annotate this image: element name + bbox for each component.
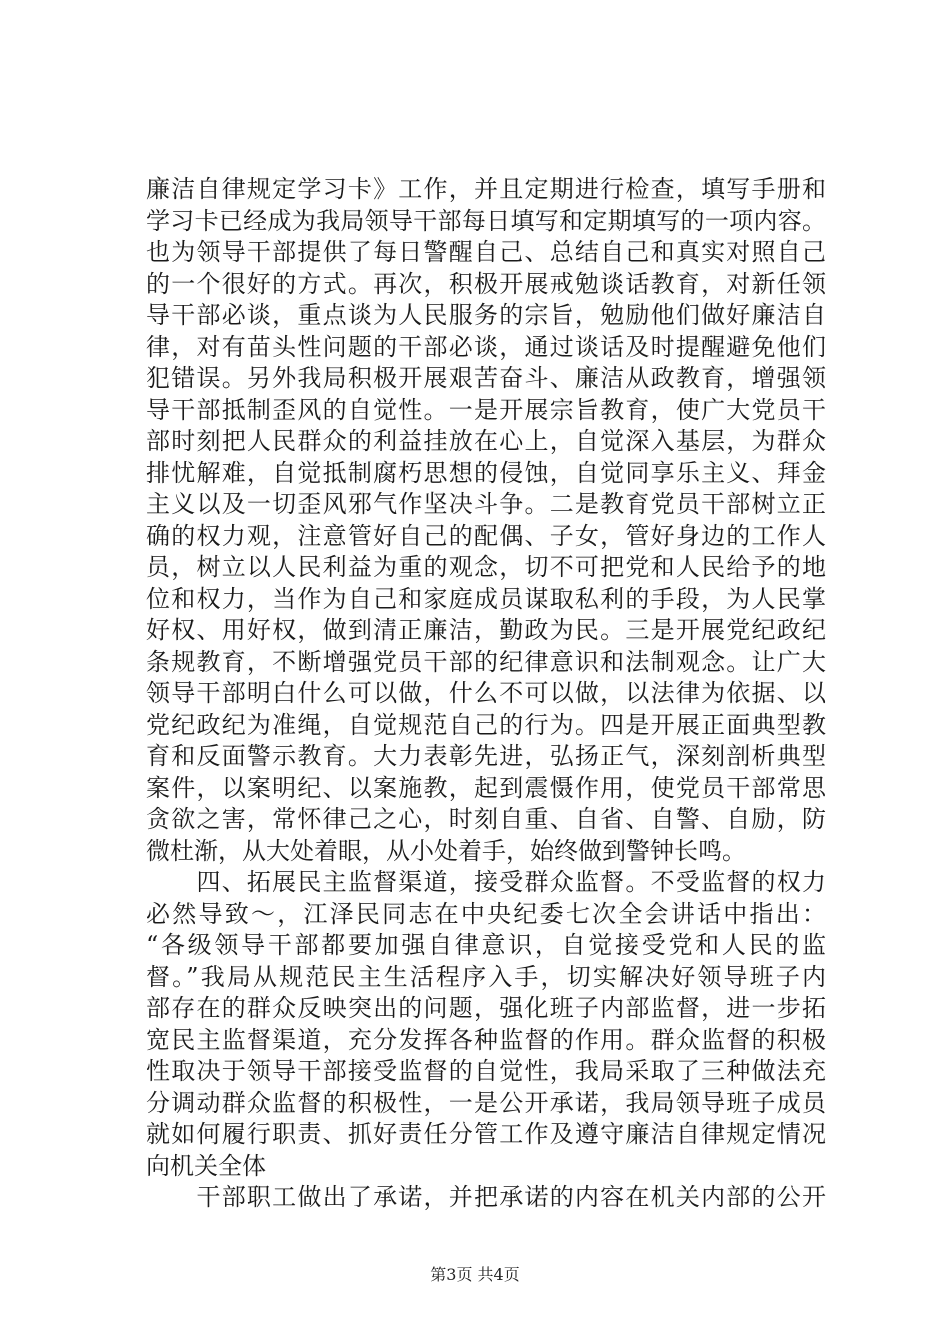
text-line: 贪欲之害，常怀律己之心，时刻自重、自省、自警、自励，防	[146, 805, 826, 833]
text-line: 就如何履行职责、抓好责任分管工作及遵守廉洁自律规定情况	[146, 1120, 826, 1148]
text-line: 导干部必谈，重点谈为人民服务的宗旨，勉励他们做好廉洁自	[146, 301, 826, 329]
text-line: 好权、用好权，做到清正廉洁，勤政为民。三是开展党纪政纪	[146, 616, 826, 644]
text-line: 主义以及一切歪风邪气作坚决斗争。二是教育党员干部树立正	[146, 490, 826, 518]
text-line: 性取决于领导干部接受监督的自觉性，我局采取了三种做法充	[146, 1057, 826, 1085]
text-line: 排忧解难，自觉抵制腐朽思想的侵蚀，自觉同享乐主义、拜金	[146, 458, 826, 487]
text-line: 四、拓展民主监督渠道，接受群众监督。不受监督的权力	[146, 868, 826, 896]
text-line: 学习卡已经成为我局领导干部每日填写和定期填写的一项内容。	[146, 206, 826, 235]
text-line: 律，对有苗头性问题的干部必谈，通过谈话及时提醒避免他们	[146, 332, 826, 361]
text-line: 督。”我局从规范民主生活程序入手，切实解决好领导班子内	[146, 962, 826, 991]
text-line: 也为领导干部提供了每日警醒自己、总结自己和真实对照自己	[146, 238, 826, 266]
text-line: 必然导致～，江泽民同志在中央纪委七次全会讲话中指出：	[146, 899, 826, 928]
text-line: 党纪政纪为准绳，自觉规范自己的行为。四是开展正面典型教	[146, 710, 826, 739]
text-line: 的一个很好的方式。再次，积极开展戒勉谈话教育，对新任领	[146, 269, 826, 298]
text-line: 位和权力，当作为自己和家庭成员谋取私利的手段，为人民掌	[146, 584, 826, 613]
page-number-footer: 第3页 共4页	[430, 1265, 520, 1284]
text-line: 廉洁自律规定学习卡》工作，并且定期进行检查，填写手册和	[146, 175, 826, 203]
paragraph-end-line: 微杜渐，从大处着眼，从小处着手，始终做到警钟长鸣。	[146, 836, 746, 865]
text-line: 育和反面警示教育。大力表彰先进，弘扬正气，深刻剖析典型	[146, 742, 826, 770]
text-line: 确的权力观，注意管好自己的配偶、子女，管好身边的工作人	[146, 521, 826, 550]
text-line: 部存在的群众反映突出的问题，强化班子内部监督，进一步拓	[146, 994, 826, 1022]
text-line: 分调动群众监督的积极性，一是公开承诺，我局领导班子成员	[146, 1088, 826, 1117]
text-line: 案件，以案明纪、以案施教，起到震慑作用，使党员干部常思	[146, 773, 826, 802]
text-line: “各级领导干部都要加强自律意识，自觉接受党和人民的监	[146, 931, 826, 959]
text-line: 条规教育，不断增强党员干部的纪律意识和法制观念。让广大	[146, 647, 826, 676]
text-line: 宽民主监督渠道，充分发挥各种监督的作用。群众监督的积极	[146, 1025, 826, 1054]
body-text	[146, 174, 826, 1214]
paragraph-end-line: 向机关全体	[146, 1151, 266, 1180]
text-line: 犯错误。另外我局积极开展艰苦奋斗、廉洁从政教育，增强领	[146, 364, 826, 392]
text-line: 部时刻把人民群众的利益挂放在心上，自觉深入基层，为群众	[146, 427, 826, 455]
text-line: 导干部抵制歪风的自觉性。一是开展宗旨教育，使广大党员干	[146, 395, 826, 424]
text-line: 领导干部明白什么可以做，什么不可以做，以法律为依据、以	[146, 679, 826, 707]
text-line: 干部职工做出了承诺，并把承诺的内容在机关内部的公开	[146, 1183, 826, 1211]
text-line: 员，树立以人民利益为重的观念，切不可把党和人民给予的地	[146, 553, 826, 581]
